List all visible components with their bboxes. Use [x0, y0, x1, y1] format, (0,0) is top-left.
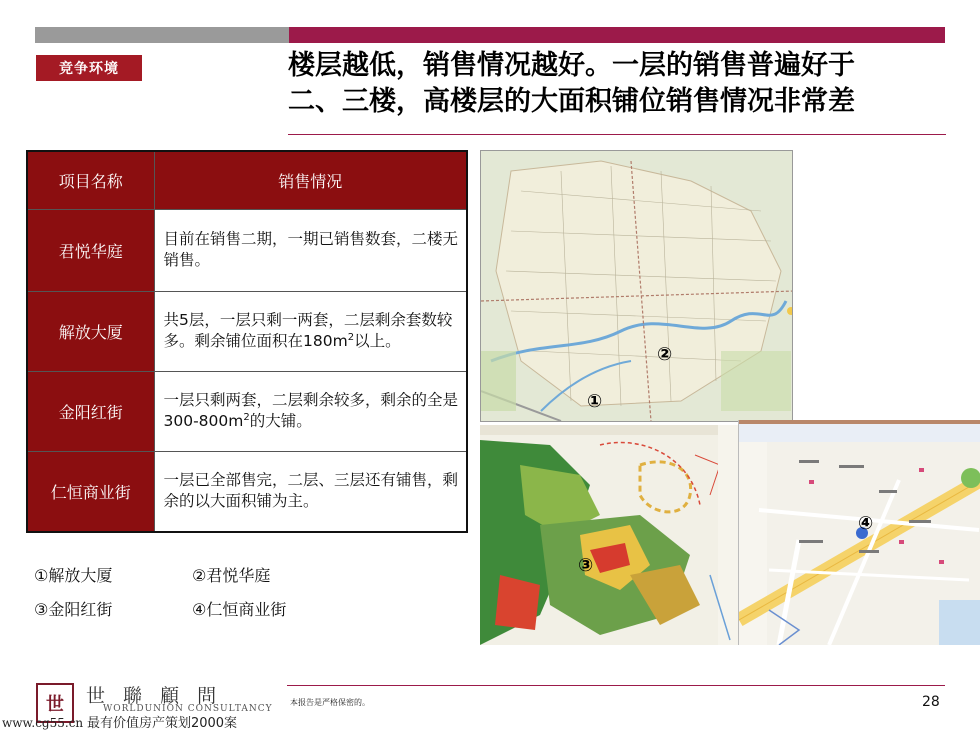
table-row — [27, 209, 467, 291]
header-project-name: 项目名称 — [27, 151, 154, 209]
sales-cell: 目前在销售二期，一期已销售数套，二楼无销售。 — [154, 209, 467, 291]
project-name-cell: 金阳红街 — [27, 371, 154, 451]
watermark-text: 最有价值房产策划2000案 — [86, 716, 238, 731]
footer-divider — [287, 685, 945, 686]
title-line-2: 二、三楼，高楼层的大面积铺位销售情况非常差 — [288, 86, 855, 117]
top-bar-red — [289, 27, 945, 43]
legend-row-1 — [34, 563, 270, 586]
sales-cell — [154, 371, 467, 451]
sales-cell: 一层已全部售完，二层、三层还有铺售，剩余的以大面积铺为主。 — [154, 451, 467, 532]
legend-item-4: ④仁恒商业街 — [192, 600, 287, 619]
sales-text: 共5层，一层只剩一两套，二层剩余套数较多。剩余铺位面积在180m — [163, 311, 453, 350]
map-marker-2: ② — [657, 344, 673, 365]
superscript-2: 2 — [347, 331, 355, 343]
sales-table — [26, 150, 468, 533]
planning-map-image — [480, 425, 738, 645]
sales-text-tail: 的大铺。 — [249, 412, 312, 430]
legend-item-1: ①解放大厦 — [34, 566, 113, 585]
map-marker-4: ④ — [858, 513, 874, 534]
section-tag: 竞争环境 — [36, 55, 142, 81]
legend-item-2: ②君悦华庭 — [192, 566, 271, 585]
company-name-cn: 世 聯 顧 問 — [86, 685, 223, 707]
confidential-notice: 本报告是严格保密的。 — [290, 698, 370, 707]
legend-item-3: ③金阳红街 — [34, 600, 113, 619]
map-marker-1: ① — [587, 391, 603, 412]
sales-cell — [154, 291, 467, 371]
map-marker-3: ③ — [578, 555, 594, 576]
watermark — [2, 712, 237, 731]
superscript-2: 2 — [243, 411, 250, 423]
company-logo-icon: 世 — [36, 683, 74, 723]
title-divider — [288, 134, 946, 135]
top-bar-gray — [35, 27, 289, 43]
city-map-image — [481, 151, 793, 422]
sales-text-tail: 以上。 — [354, 332, 401, 350]
sales-text: 一层只剩两套，二层剩余较多，剩余的全是300-800m — [163, 391, 459, 430]
watermark-url: www.cg55.cn — [2, 716, 84, 730]
project-name-cell: 仁恒商业街 — [27, 451, 154, 532]
planning-map — [480, 425, 738, 645]
company-name-en: WORLDUNION CONSULTANCY — [103, 704, 273, 714]
street-map — [738, 420, 980, 645]
title-line-1: 楼层越低，销售情况越好。一层的销售普遍好于 — [288, 50, 855, 81]
project-name-cell: 君悦华庭 — [27, 209, 154, 291]
project-name-cell: 解放大厦 — [27, 291, 154, 371]
table-header-row — [27, 151, 467, 209]
table-row — [27, 451, 467, 532]
table-row — [27, 371, 467, 451]
table-row — [27, 291, 467, 371]
page-title — [288, 48, 948, 120]
legend-row-2 — [34, 597, 286, 620]
header-sales-status: 销售情况 — [154, 151, 467, 209]
page-number: 28 — [922, 694, 940, 710]
city-map — [480, 150, 793, 422]
